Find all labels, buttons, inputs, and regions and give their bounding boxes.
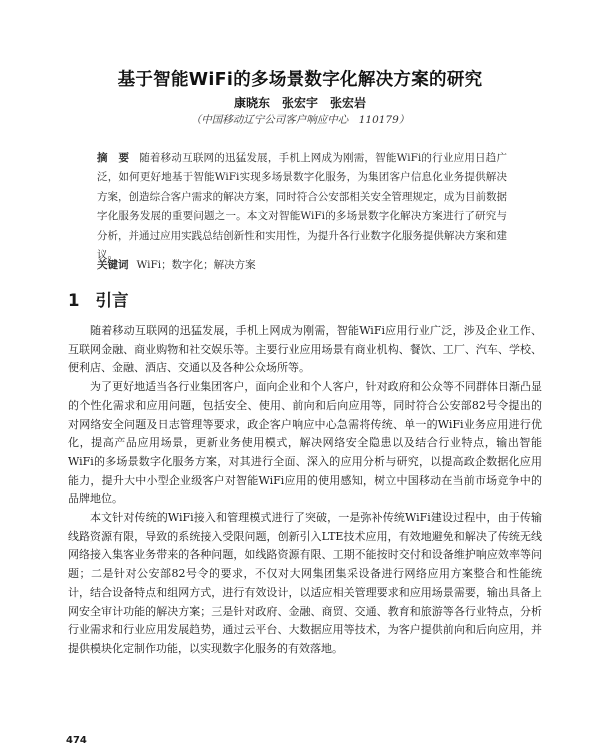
abstract-text: 随着移动互联网的迅猛发展，手机上网成为刚需，智能WiFi的行业应用日趋广泛，如何更好地基于智能WiFi实现多场景数字化服务，为集团客户信息化业务提供解决方案，创造综合客户需求的解决方案，同时符合公安部相关安全管理规定，成为目前数据字化服务发展的重要问题之一。本文对智能WiFi的多场景数字化解决方案进行了研究与分析，并通过应用实践总结创新性和实用性，为提升各行业数字化服务提供解决方案和建议。 [97,152,508,262]
section-heading [68,287,128,311]
page-number: 474 [66,735,87,746]
keywords-block [97,257,507,272]
keywords-text: WiFi；数字化；解决方案 [136,259,256,271]
abstract-label: 摘 要 [97,152,130,164]
body-paragraph: 本文针对传统的WiFi接入和管理模式进行了突破，一是弥补传统WiFi建设过程中，由于传输线路资源有限，导致的系统接入受限问题，创新引入LTE技术应用，有效地避免和解决了传统无线网络接入集客业务带来的各种问题，如线路资源有限、工期不能按时交付和设备维护响应效率等问题；二是针对公安部82号令的要求，不仅对大网集团集采设备进行网络应用方案整合和性能统计，结合设备特点和组网方式，进行有效设计，以适应相关管理要求和应用场景需要，输出具备上网安全审计功能的解决方案；三是针对政府、金融、商贸、交通、教育和旅游等各行业特点，分析行业需求和行业应用发展趋势，通过云平台、大数据应用等技术，为客户提供前向和后向应用，并提供模块化定制作功能，以实现数字化服务的有效落地。 [68,511,542,655]
abstract-block [97,149,507,265]
paper-title: 基于智能WiFi的多场景数字化解决方案的研究 [117,70,483,90]
body-paragraph: 为了更好地适当各行业集团客户，面向企业和个人客户，针对政府和公众等不同群体日渐凸显的个性化需求和应用问题，包括安全、使用、前向和后向应用等，同时符合公安部82号令提出的对网络安全问题及日志管理等要求，政企客户响应中心急需将传统、单一的WiFi业务应用进行优化，提高产品应用场景，更新业务使用模式，解决网络安全隐患以及结合行业特点，输出智能WiFi的多场景数字化服务方案，对其进行全面、深入的应用分析与研究，以提高政企数据化应用能力，提升大中小型企业级客户对智能WiFi应用的使用感知，树立中国移动在当前市场竞争中的品牌地位。 [68,380,542,506]
section-title: 引言 [95,291,129,310]
author-affiliation: （中国移动辽宁公司客户响应中心 110179） [190,114,410,126]
body-paragraph: 随着移动互联网的迅猛发展，手机上网成为刚需，智能WiFi应用行业广泛，涉及企业工作、互联网金融、商业购物和社交娱乐等。主要行业应用场景有商业机构、餐饮、工厂、汽车、学校、便利店、金融、酒店、交通以及各种公众场所等。 [68,324,542,375]
paper-authors: 康晓东 张宏宇 张宏岩 [233,96,366,110]
keywords-label: 关键词 [97,259,129,271]
section-number: 1 [68,291,80,310]
body-text [68,322,542,659]
